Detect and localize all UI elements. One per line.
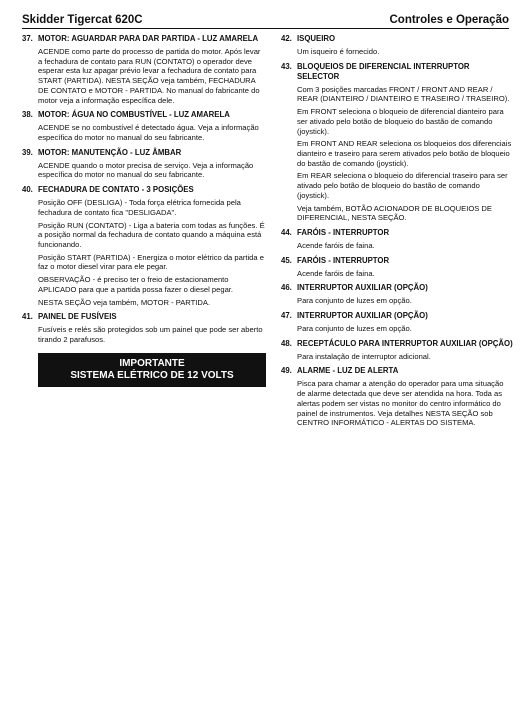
manual-item <box>281 256 513 279</box>
item-number: 40. <box>22 185 33 195</box>
manual-item <box>22 34 266 105</box>
item-paragraph: Acende faróis de faina. <box>297 268 375 278</box>
item-paragraph: Para instalação de interruptor adicional. <box>297 351 431 361</box>
item-heading <box>281 366 513 376</box>
item-number: 41. <box>22 312 33 322</box>
item-paragraph: Para conjunto de luzes em opção. <box>297 296 412 306</box>
item-heading <box>281 228 513 238</box>
item-number: 42. <box>281 34 292 43</box>
manual-item <box>281 34 513 57</box>
item-number: 38. <box>22 110 33 120</box>
item-title: MOTOR: ÁGUA NO COMBUSTÍVEL - LUZ AMARELA <box>38 110 230 120</box>
manual-item <box>22 110 266 142</box>
item-heading <box>281 311 513 321</box>
item-paragraph: Pisca para chamar a atenção do operador para uma situação de alarme detectada que deve ser atendida na hora. Toda as alertas podem ser vistas no monitor do centro informático do painel de instrumentos. Veja detalhes NESTA SEÇÃO sob CENTRO INFORMÁTICO - ALERTAS DO SISTEMA. <box>297 379 504 428</box>
page-header <box>22 6 509 29</box>
item-number: 46. <box>281 283 292 293</box>
item-paragraph: Um isqueiro é fornecido. <box>297 46 380 56</box>
manual-item <box>281 283 513 306</box>
item-paragraph: Em REAR seleciona o bloqueio do diferencial traseiro para ser ativado pelo botão de bloqueio do bastão de comando (joystick). <box>297 171 508 200</box>
item-title: RECEPTÁCULO PARA INTERRUPTOR AUXILIAR (OPÇÃO) <box>297 338 513 348</box>
item-heading <box>22 34 266 44</box>
item-paragraph: ACENDE como parte do processo de partida do motor. Após levar a fechadura de contato para RUN (CONTATO) o operador deve esperar esta luz apagar prévio levar a fechadura de contato para START (PARTIDA). NESTA SEÇÃO veja também, FECHADURA DE CONTATO e MOTOR - PARTIDA. No manual do fabricante do motor veja a informação específica dele. <box>38 46 261 105</box>
item-heading <box>281 339 513 349</box>
item-number: 47. <box>281 311 292 321</box>
item-number: 39. <box>22 147 33 157</box>
item-paragraph: Em FRONT seleciona o bloqueio de diferencial dianteiro para ser ativado pelo botão de bloqueio do bastão de comando (joystick). <box>297 107 504 136</box>
item-number: 44. <box>281 227 292 237</box>
item-title: MOTOR: MANUTENÇÃO - LUZ ÂMBAR <box>38 147 182 157</box>
item-paragraph: ACENDE quando o motor precisa de serviço. Veja a informação específica do motor no manual do seu fabricante. <box>38 160 254 180</box>
item-paragraph: Acende faróis de faina. <box>297 240 375 250</box>
manual-item <box>281 62 513 223</box>
item-paragraph: OBSERVAÇÃO - é preciso ter o freio de estacionamento APLICADO para que a partida possa fazer o diesel pegar. <box>38 275 234 294</box>
item-heading <box>22 312 266 322</box>
item-paragraph: NESTA SEÇÃO veja também, MOTOR - PARTIDA. <box>38 297 211 307</box>
manual-item <box>281 366 513 428</box>
item-number: 37. <box>22 34 33 43</box>
right-column <box>281 34 513 433</box>
item-title: FECHADURA DE CONTATO - 3 POSIÇÕES <box>38 185 194 195</box>
item-number: 49. <box>281 366 292 376</box>
item-title: BLOQUEIOS DE DIFERENCIAL INTERRUPTOR SELECTOR <box>297 61 470 81</box>
item-title: INTERRUPTOR AUXILIAR (OPÇÃO) <box>297 311 428 321</box>
item-title: MOTOR: AGUARDAR PARA DAR PARTIDA - LUZ AMARELA <box>38 34 259 43</box>
item-paragraph: Posição RUN (CONTATO) - Liga a bateria com todas as funções. É a posição normal da fechadura de contato quando a máquina está funcionando. <box>38 220 265 249</box>
item-number: 48. <box>281 338 292 348</box>
item-heading <box>281 62 513 82</box>
item-paragraph: ACENDE se no combustível é detectado água. Veja a informação específica do motor no manual do seu fabricante. <box>38 123 259 142</box>
item-paragraph: Posição START (PARTIDA) - Energiza o motor elétrico da partida e faz o motor diesel virar para ele pegar. <box>38 252 264 272</box>
important-notice <box>38 353 266 387</box>
manual-item <box>281 228 513 251</box>
item-number: 43. <box>281 61 292 71</box>
item-heading <box>281 256 513 266</box>
item-heading <box>22 110 266 120</box>
item-heading <box>281 283 513 293</box>
item-title: PAINEL DE FUSÍVEIS <box>38 312 117 322</box>
item-title: FARÓIS - INTERRUPTOR <box>297 227 390 237</box>
important-heading: IMPORTANTE <box>119 357 185 369</box>
item-paragraph: Para conjunto de luzes em opção. <box>297 324 412 333</box>
item-heading <box>22 148 266 158</box>
manual-item <box>22 185 266 307</box>
item-title: ALARME - LUZ DE ALERTA <box>297 366 399 376</box>
manual-item <box>22 148 266 180</box>
manual-item <box>281 311 513 334</box>
item-paragraph: Fusíveis e relés são protegidos sob um painel que pode ser aberto tirando 2 parafusos. <box>38 325 263 344</box>
item-title: FARÓIS - INTERRUPTOR <box>297 255 390 265</box>
header-title: Skidder Tigercat 620C <box>22 14 143 26</box>
manual-item <box>22 312 266 344</box>
manual-item <box>281 339 513 362</box>
item-heading <box>22 185 266 195</box>
item-number: 45. <box>281 255 292 265</box>
item-paragraph: Com 3 posições marcadas FRONT / FRONT AND REAR / REAR (DIANTEIRO / DIANTEIRO E TRASEIRO / TRASEIRO). <box>297 84 510 104</box>
item-title: ISQUEIRO <box>297 34 336 43</box>
item-heading <box>281 34 513 44</box>
item-paragraph: Posição OFF (DESLIGA) - Toda força elétrica fornecida pela fechadura de contato fica "DESLIGADA". <box>38 198 241 217</box>
header-section: Controles e Operação <box>389 14 509 26</box>
left-column <box>22 34 266 387</box>
important-text: SISTEMA ELÉTRICO DE 12 VOLTS <box>70 369 234 381</box>
item-title: INTERRUPTOR AUXILIAR (OPÇÃO) <box>297 283 428 293</box>
item-paragraph: Em FRONT AND REAR seleciona os bloqueios dos diferenciais dianteiro e traseiro para serem ativados pelo botão de bloqueio do bastão de comando (joystick). <box>297 139 512 168</box>
item-paragraph: Veja também, BOTÃO ACIONADOR DE BLOQUEIOS DE DIFERENCIAL, NESTA SEÇÃO. <box>297 203 492 223</box>
